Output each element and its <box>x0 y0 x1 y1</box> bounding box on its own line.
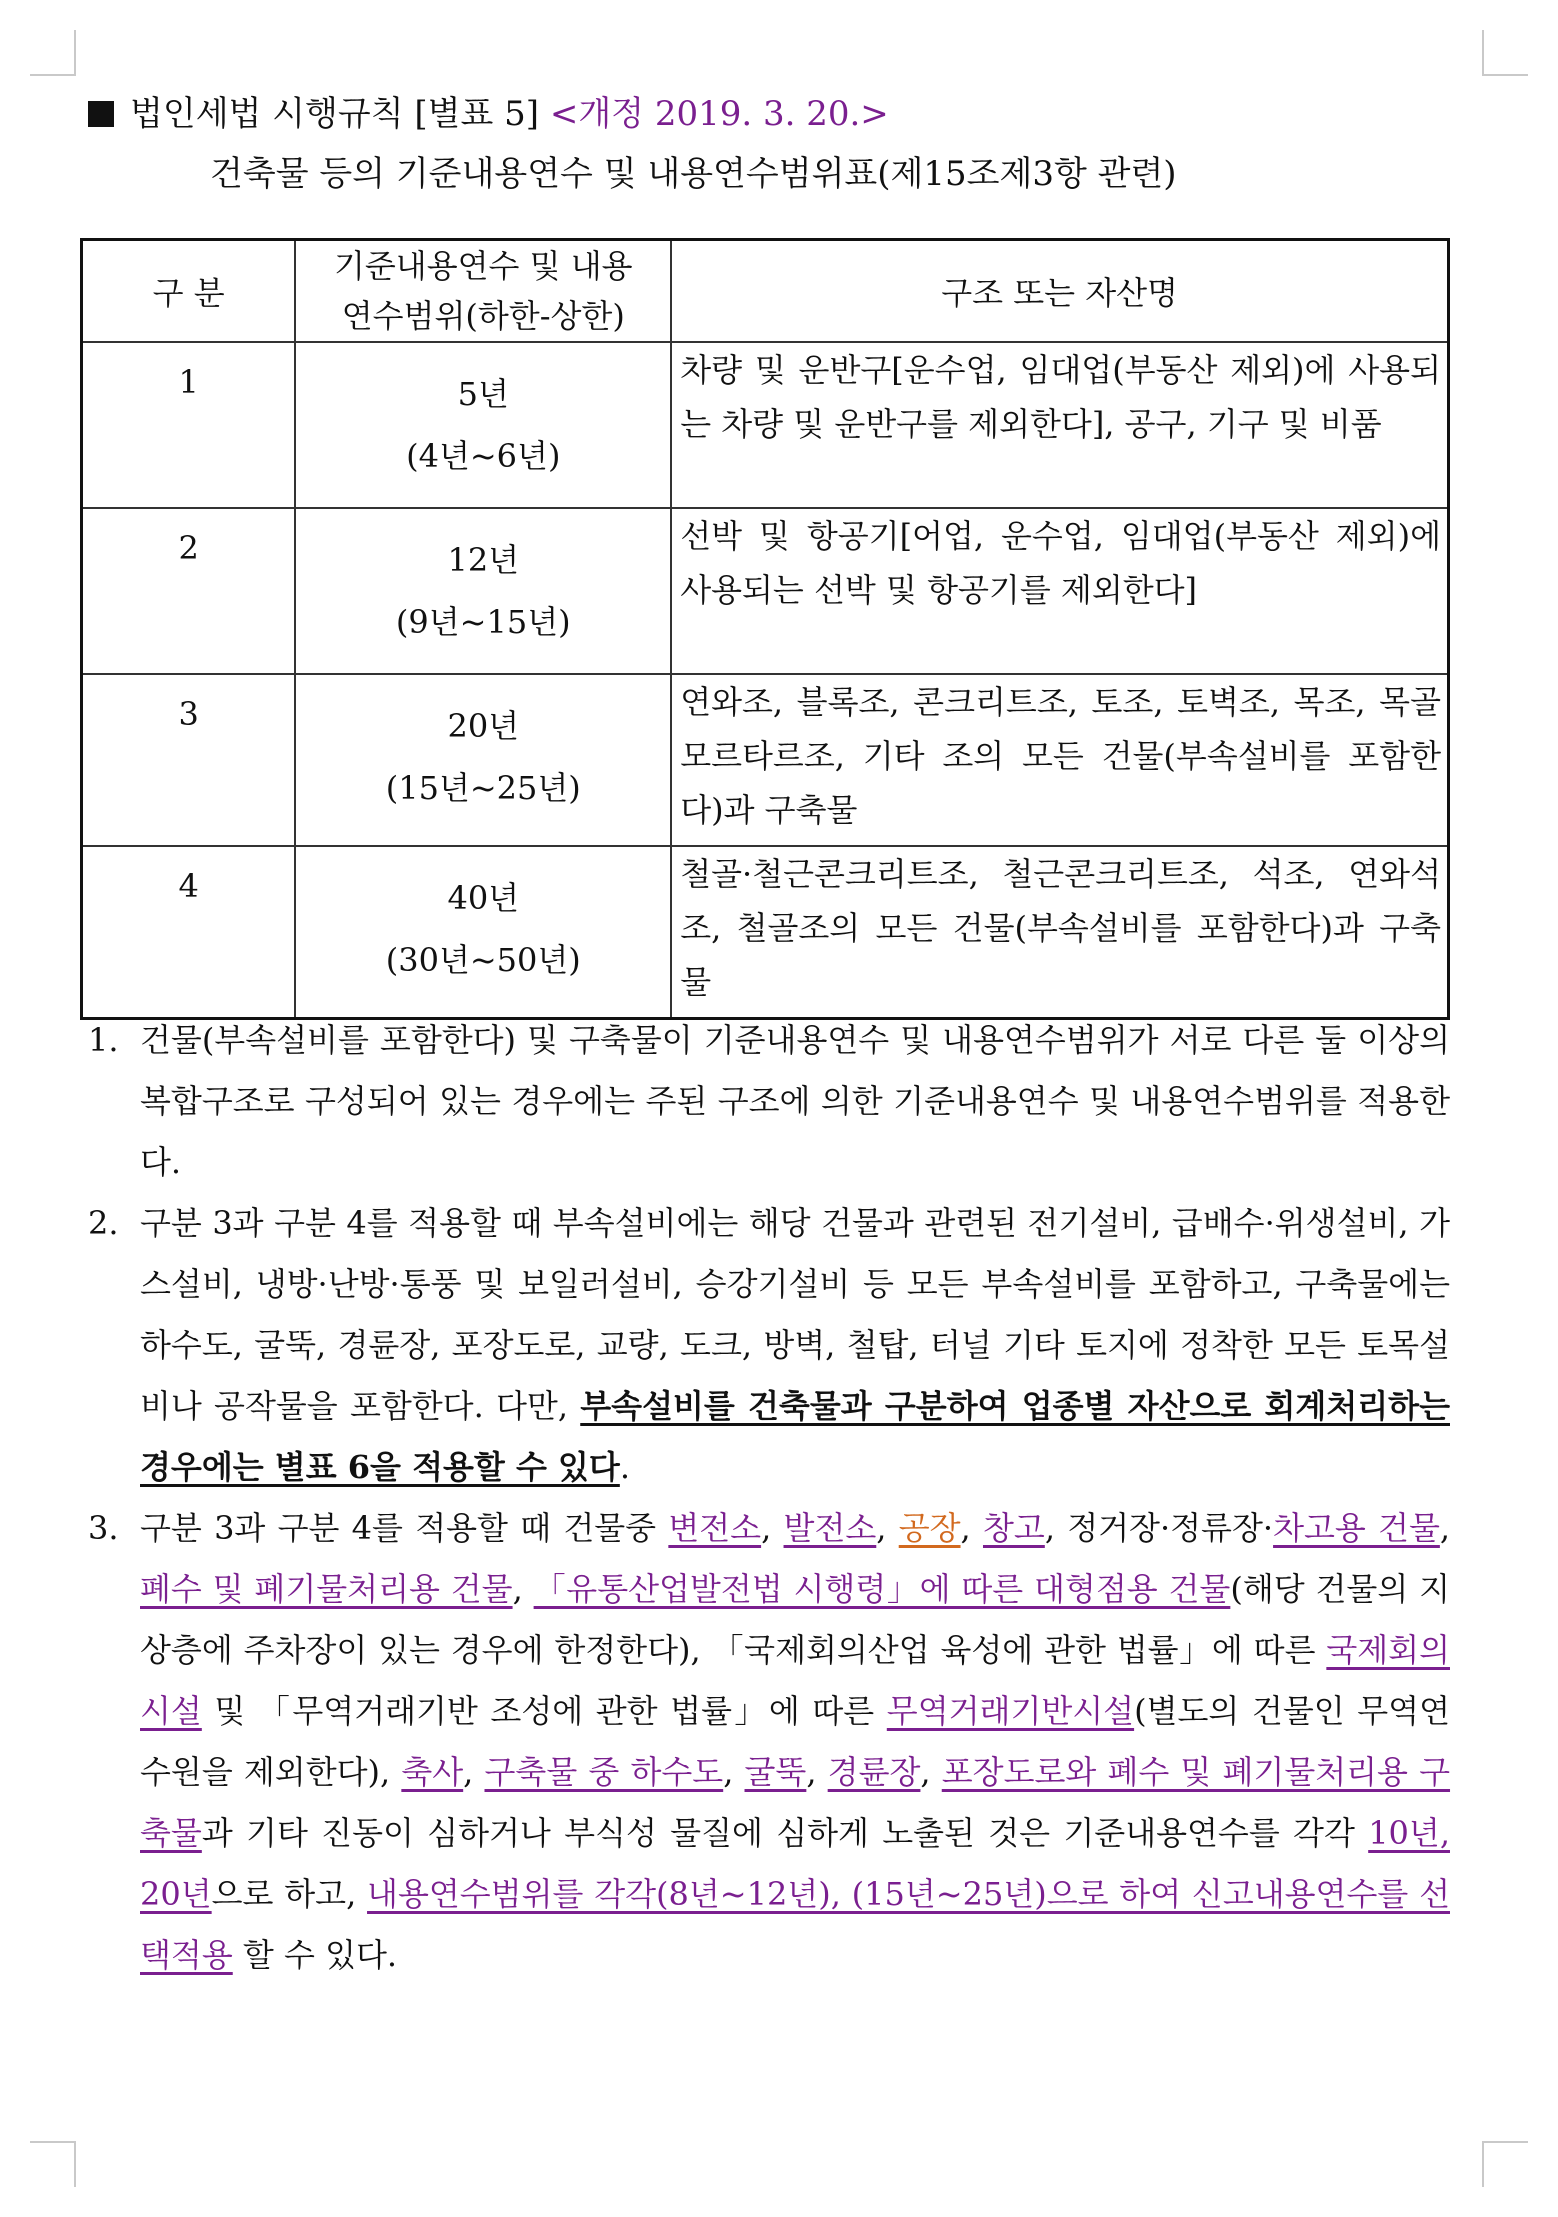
table-row <box>82 342 1449 508</box>
header-structure-asset: 구조 또는 자산명 <box>671 240 1448 343</box>
header-category: 구 분 <box>82 240 296 343</box>
note-3-text: , 정거장·정류장· <box>1044 1509 1274 1547</box>
note-2-emphasis: 부속설비를 건축물과 구분하여 업종별 자산으로 회계처리하는 경우에는 별표 6을 적용할 수 있다 <box>140 1387 1450 1486</box>
note-3-text: (해당 건물의 지상층에 주차장이 있는 경우에 한정한다), 「국제회의산업 육성에 관한 법률」에 따른 <box>140 1570 1450 1669</box>
note-text <box>140 1193 1450 1498</box>
highlight-conference-facility: 국제회의시설 <box>140 1631 1450 1730</box>
note-3-text: 으로 하고, <box>211 1875 368 1913</box>
highlight-garage-building: 차고용 건물 <box>1273 1509 1440 1547</box>
row-years <box>295 508 671 674</box>
highlight-livestock-barn: 축사 <box>401 1753 464 1791</box>
note-3 <box>88 1498 1450 1986</box>
years-value: 5년 <box>457 375 509 413</box>
note-number: 3. <box>88 1509 119 1547</box>
note-3-text: (별도의 건물인 무역연수원을 제외한다), <box>140 1692 1450 1791</box>
highlight-chimney: 굴뚝 <box>744 1753 807 1791</box>
note-text: 건물(부속설비를 포함한다) 및 구축물이 기준내용연수 및 내용연수범위가 서로 다른 둘 이상의 복합구조로 구성되어 있는 경우에는 주된 구조에 의한 기준내용연수 및 내용연수범위를 적용한다. <box>140 1021 1450 1181</box>
note-3-text: , <box>463 1753 485 1791</box>
years-value: 12년 <box>447 541 520 579</box>
note-1 <box>88 1010 1450 1193</box>
crop-mark-bottom-right <box>1482 2141 1528 2187</box>
crop-mark-top-right <box>1482 30 1528 76</box>
note-3-text: , <box>761 1509 784 1547</box>
row-years <box>295 846 671 1019</box>
years-value: 40년 <box>447 879 520 917</box>
highlight-waste-building: 폐수 및 폐기물처리용 건물 <box>140 1570 513 1608</box>
crop-mark-top-left <box>30 30 76 76</box>
row-years <box>295 342 671 508</box>
note-text <box>140 1498 1450 1986</box>
note-2-end: . <box>619 1448 630 1486</box>
highlight-large-store-building: 「유통산업발전법 시행령」에 따른 대형점용 건물 <box>533 1570 1231 1608</box>
highlight-trade-facility: 무역거래기반시설 <box>886 1692 1135 1730</box>
document-header <box>88 86 889 135</box>
highlight-substation: 변전소 <box>668 1509 762 1547</box>
years-range: (4년~6년) <box>406 437 561 475</box>
years-value: 20년 <box>447 707 520 745</box>
note-3-text: , <box>876 1509 899 1547</box>
header-useful-life-line1: 기준내용연수 및 내용 <box>333 247 633 285</box>
header-useful-life <box>295 240 671 343</box>
years-range: (15년~25년) <box>385 769 581 807</box>
note-3-text: , <box>723 1753 745 1791</box>
note-number: 2. <box>88 1204 119 1242</box>
row-years <box>295 674 671 846</box>
page-title: 건축물 등의 기준내용연수 및 내용연수범위표(제15조제3항 관련) <box>210 154 1177 194</box>
years-range: (30년~50년) <box>385 941 581 979</box>
highlight-power-plant: 발전소 <box>783 1509 877 1547</box>
note-3-text: 할 수 있다. <box>232 1936 398 1974</box>
table-row <box>82 508 1449 674</box>
row-number: 3 <box>82 674 296 846</box>
revision-date: <개정 2019. 3. 20.> <box>549 94 889 134</box>
note-3-text: , <box>920 1753 942 1791</box>
useful-life-table <box>80 238 1450 1020</box>
table-row <box>82 846 1449 1019</box>
note-3-text: 및 「무역거래기반 조성에 관한 법률」에 따른 <box>201 1692 887 1730</box>
square-bullet-icon <box>88 101 114 127</box>
note-2 <box>88 1193 1450 1498</box>
highlight-sewer: 구축물 중 하수도 <box>484 1753 724 1791</box>
years-range: (9년~15년) <box>395 603 571 641</box>
note-3-text: , <box>1439 1509 1451 1547</box>
note-3-text: 구분 3과 구분 4를 적용할 때 건물중 <box>140 1509 669 1547</box>
crop-mark-bottom-left <box>30 2141 76 2187</box>
note-3-text: 과 기타 진동이 심하거나 부식성 물질에 심하게 노출된 것은 기준내용연수를 각각 <box>201 1814 1369 1852</box>
highlight-standard-years: 10년, 20년 <box>140 1814 1450 1913</box>
highlight-velodrome: 경륜장 <box>827 1753 921 1791</box>
row-number: 1 <box>82 342 296 508</box>
note-number: 1. <box>88 1021 119 1059</box>
highlight-factory: 공장 <box>898 1509 961 1547</box>
highlight-range-selection: 내용연수범위를 각각(8년~12년), (15년~25년)으로 하여 신고내용연수를 선택적용 <box>140 1875 1450 1974</box>
row-description: 연와조, 블록조, 콘크리트조, 토조, 토벽조, 목조, 목골모르타르조, 기타 조의 모든 건물(부속설비를 포함한다)과 구축물 <box>671 674 1448 846</box>
row-number: 2 <box>82 508 296 674</box>
row-number: 4 <box>82 846 296 1019</box>
note-3-text: , <box>806 1753 828 1791</box>
highlight-pavement-waste-structure: 포장도로와 폐수 및 폐기물처리용 구축물 <box>140 1753 1451 1852</box>
row-description: 선박 및 항공기[어업, 운수업, 임대업(부동산 제외)에 사용되는 선박 및 항공기를 제외한다] <box>671 508 1448 674</box>
table-row <box>82 674 1449 846</box>
law-reference: 법인세법 시행규칙 [별표 5] <box>130 94 540 134</box>
note-2-body: 구분 3과 구분 4를 적용할 때 부속설비에는 해당 건물과 관련된 전기설비, 급배수·위생설비, 가스설비, 냉방·난방·통풍 및 보일러설비, 승강기설비 등 모든 부속설비를 포함하고, 구축물에는 하수도, 굴뚝, 경륜장, 포장도로, 교량, 도크, 방벽, 철탑, 터널 기타 토지에 정착한 모든 토목설비나 공작물을 포함한다. 다만, <box>140 1204 1450 1425</box>
notes-section <box>88 1010 1450 1986</box>
highlight-warehouse: 창고 <box>982 1509 1045 1547</box>
header-useful-life-line2: 연수범위(하한-상한) <box>341 297 625 335</box>
table-header-row <box>82 240 1449 343</box>
note-3-text: , <box>512 1570 534 1608</box>
note-3-text: , <box>960 1509 983 1547</box>
row-description: 철골·철근콘크리트조, 철근콘크리트조, 석조, 연와석조, 철골조의 모든 건물(부속설비를 포함한다)과 구축물 <box>671 846 1448 1019</box>
row-description: 차량 및 운반구[운수업, 임대업(부동산 제외)에 사용되는 차량 및 운반구를 제외한다], 공구, 기구 및 비품 <box>671 342 1448 508</box>
